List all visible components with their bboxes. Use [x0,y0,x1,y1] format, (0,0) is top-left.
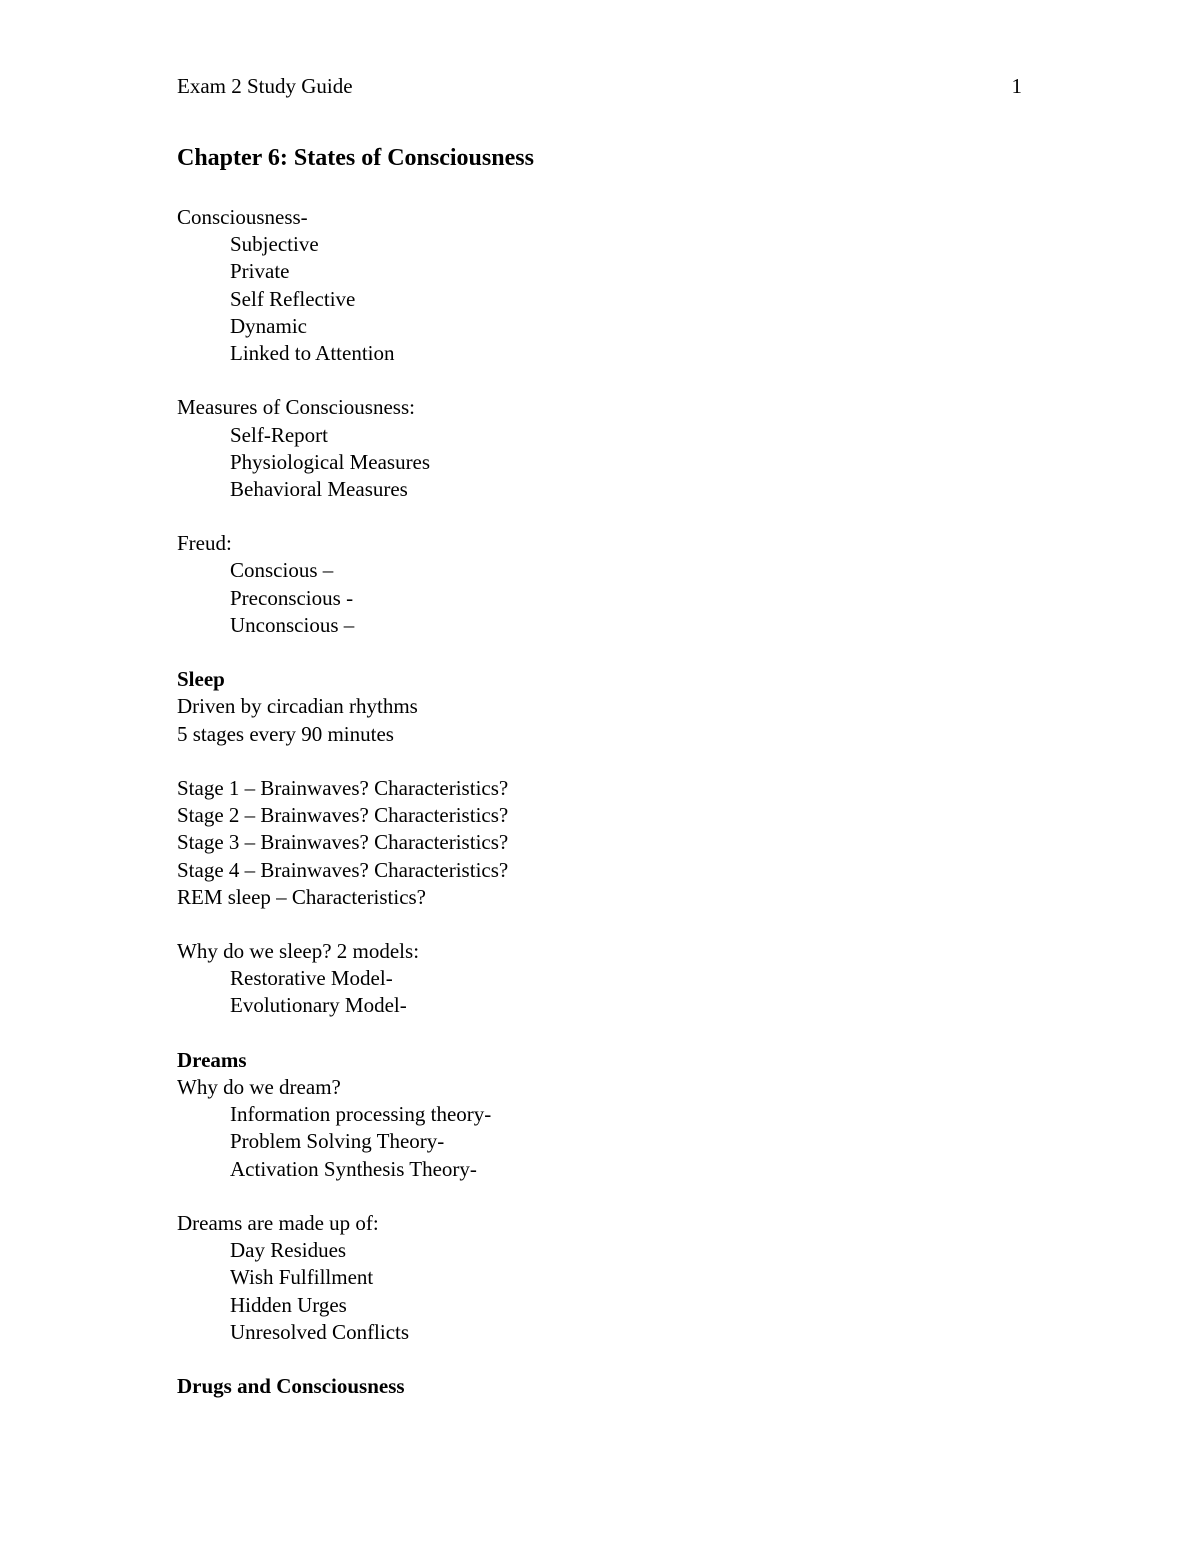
list-item: Unconscious – [230,612,355,637]
drugs-heading: Drugs and Consciousness [177,1374,405,1399]
consciousness-section [177,204,1037,367]
section-heading: Dreams are made up of: [177,1210,379,1235]
list-item: Information processing theory- [230,1102,492,1127]
stage-line: Stage 4 – Brainwaves? Characteristics? [177,857,509,882]
header-title: Exam 2 Study Guide [177,74,353,98]
list-item: Wish Fulfillment [230,1265,374,1290]
list-item: Activation Synthesis Theory- [230,1156,477,1181]
list-item: Conscious – [230,558,334,583]
dreams-section [177,1047,1037,1346]
list-item: Self-Report [230,422,328,447]
dreams-heading: Dreams [177,1047,247,1072]
list-item: Evolutionary Model- [230,993,407,1018]
section-heading: Why do we sleep? 2 models: [177,939,420,964]
sleep-heading: Sleep [177,667,225,692]
document-body [177,144,1037,1400]
list-item: Problem Solving Theory- [230,1129,445,1154]
stage-line: Stage 1 – Brainwaves? Characteristics? [177,775,509,800]
list-item: Private [230,259,290,284]
stage-line: Stage 2 – Brainwaves? Characteristics? [177,803,509,828]
section-heading: Consciousness- [177,205,308,229]
freud-section [177,530,1037,639]
list-item: Unresolved Conflicts [230,1319,410,1344]
list-item: Behavioral Measures [230,476,408,501]
list-item: Subjective [230,232,319,257]
section-heading: Why do we dream? [177,1075,341,1099]
page-header [177,72,1022,100]
sleep-section [177,666,1037,1019]
list-item: Self Reflective [230,286,356,311]
stage-line: Stage 3 – Brainwaves? Characteristics? [177,830,509,855]
list-item: Linked to Attention [230,340,395,365]
section-heading: Freud: [177,531,232,556]
list-item: Dynamic [230,313,307,338]
list-item: Physiological Measures [230,449,431,474]
stage-line: REM sleep – Characteristics? [177,884,427,909]
text-line: 5 stages every 90 minutes [177,721,394,746]
list-item: Preconscious - [230,585,354,610]
page-number: 1 [1011,74,1022,98]
list-item: Day Residues [230,1238,347,1263]
section-heading: Measures of Consciousness: [177,395,415,420]
measures-section [177,394,1037,503]
chapter-title: Chapter 6: States of Consciousness [177,145,534,171]
list-item: Restorative Model- [230,966,393,991]
text-line: Driven by circadian rhythms [177,694,418,719]
list-item: Hidden Urges [230,1292,347,1317]
